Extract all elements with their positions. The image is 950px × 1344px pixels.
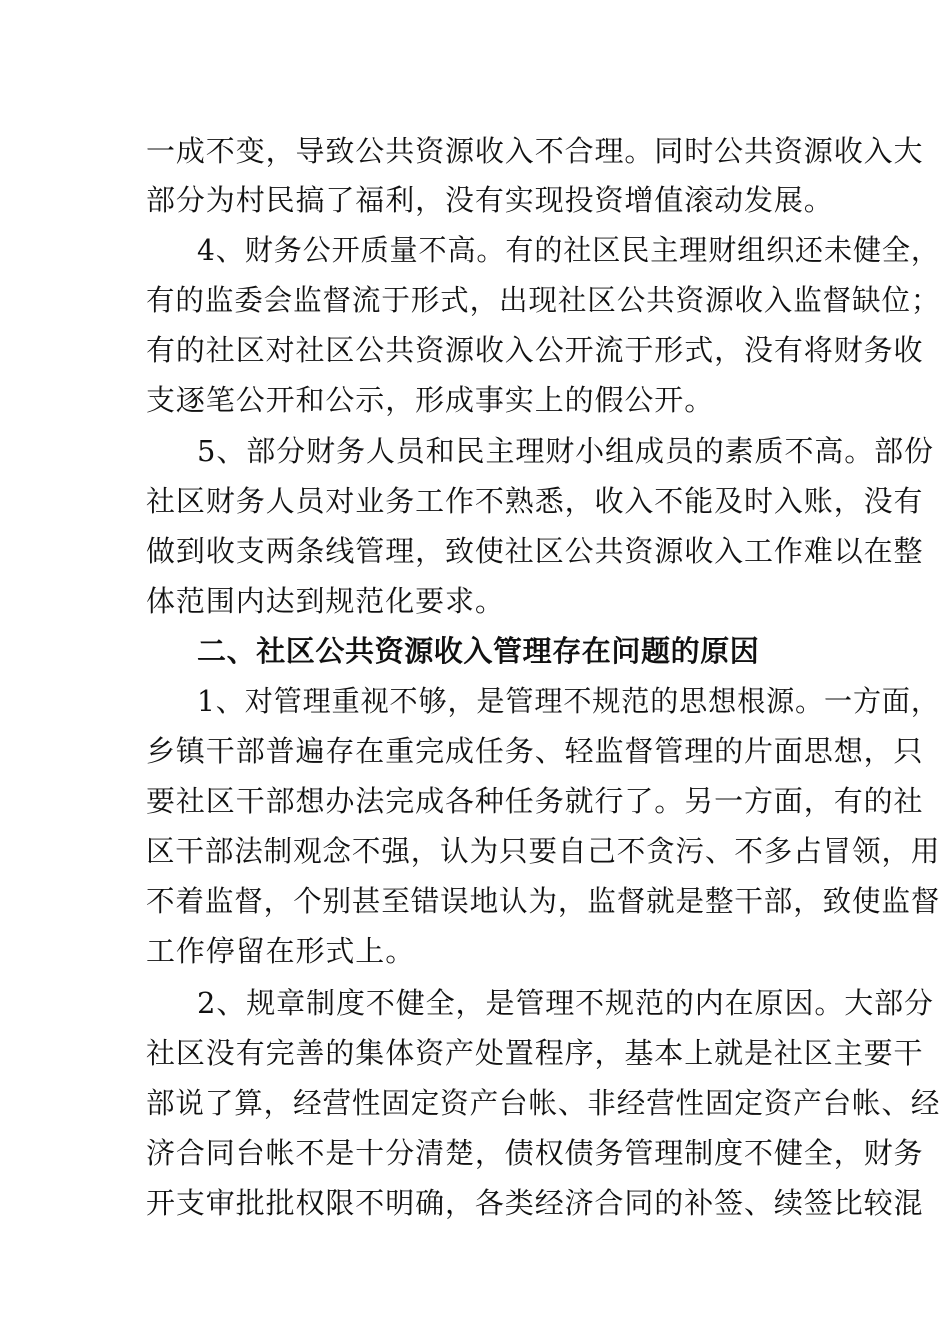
paragraph-2-start: 2、规章制度不健全，是管理不规范的内在原因。大部分: [197, 986, 934, 1020]
text-line: 做到收支两条线管理，致使社区公共资源收入工作难以在整: [146, 534, 924, 568]
text-line: 不着监督，个别甚至错误地认为，监督就是整干部，致使监督: [146, 884, 941, 918]
text-line: 部说了算，经营性固定资产台帐、非经营性固定资产台帐、经: [146, 1086, 941, 1120]
text-line: 济合同台帐不是十分清楚，债权债务管理制度不健全，财务: [146, 1136, 924, 1170]
section-heading: 二、社区公共资源收入管理存在问题的原因: [197, 634, 760, 668]
text-line: 部分为村民搞了福利，没有实现投资增值滚动发展。: [146, 183, 834, 217]
text-line: 乡镇干部普遍存在重完成任务、轻监督管理的片面思想，只: [146, 734, 924, 768]
text-line: 社区财务人员对业务工作不熟悉，收入不能及时入账，没有: [146, 484, 924, 518]
text-line: 社区没有完善的集体资产处置程序，基本上就是社区主要干: [146, 1036, 924, 1070]
paragraph-4-start: 4、财务公开质量不高。有的社区民主理财组织还未健全，: [197, 233, 940, 267]
text-line: 有的社区对社区公共资源收入公开流于形式，没有将财务收: [146, 333, 924, 367]
paragraph-5-start: 5、部分财务人员和民主理财小组成员的素质不高。部份: [197, 434, 934, 468]
text-line: 支逐笔公开和公示，形成事实上的假公开。: [146, 383, 715, 417]
text-line: 要社区干部想办法完成各种任务就行了。另一方面，有的社: [146, 784, 924, 818]
paragraph-1-start: 1、对管理重视不够，是管理不规范的思想根源。一方面，: [197, 684, 940, 718]
text-line: 开支审批批权限不明确，各类经济合同的补签、续签比较混: [146, 1186, 924, 1220]
text-line: 工作停留在形式上。: [146, 934, 416, 968]
text-line: 一成不变，导致公共资源收入不合理。同时公共资源收入大: [146, 134, 924, 168]
text-line: 体范围内达到规范化要求。: [146, 584, 505, 618]
text-line: 区干部法制观念不强，认为只要自己不贪污、不多占冒领，用: [146, 834, 941, 868]
text-line: 有的监委会监督流于形式，出现社区公共资源收入监督缺位；: [146, 283, 941, 317]
